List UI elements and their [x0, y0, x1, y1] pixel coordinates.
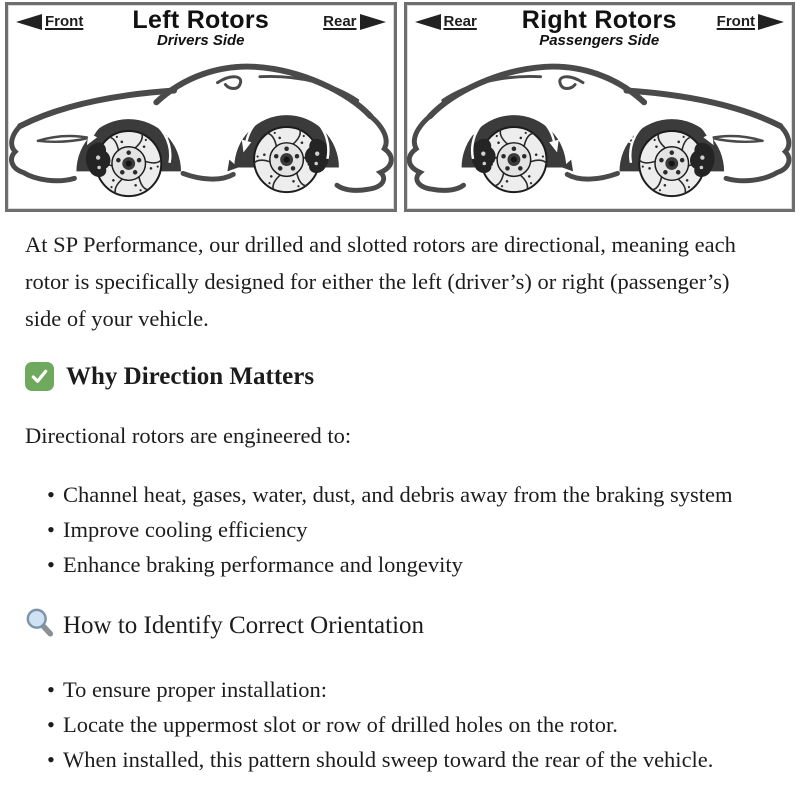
rotation-label: Rotation: [264, 99, 319, 121]
section-heading-identify-orientation: [25, 607, 770, 645]
section-heading-why-direction-matters: [25, 362, 770, 391]
list-item: • Improve cooling efficiency: [47, 512, 770, 547]
left-rotors-panel: [5, 2, 397, 212]
panel-subtitle: Drivers Side: [156, 32, 245, 49]
section-lead: Directional rotors are engineered to:: [25, 423, 352, 448]
heading-text: How to Identify Correct Orientation: [63, 612, 425, 639]
direction-text: Rear: [443, 13, 477, 30]
left-car-illustration: [8, 53, 394, 203]
direction-text: Front: [45, 13, 84, 30]
list-item: • When installed, this pattern should sweep toward the rear of the vehicle.: [47, 742, 770, 777]
list-item: • Enhance braking performance and longevity: [47, 547, 770, 582]
left-panel-header: [8, 5, 394, 53]
right-car-illustration: [407, 53, 793, 203]
list-item: • To ensure proper installation:: [47, 672, 770, 707]
car-silhouette-mirrored: [409, 67, 789, 196]
panel-subtitle: Passengers Side: [539, 32, 660, 49]
heading-text: Why Direction Matters: [66, 362, 315, 390]
magnifying-glass-icon: [25, 607, 55, 645]
benefits-list: [25, 477, 770, 582]
rotation-label: Rotation: [622, 105, 666, 146]
article-body: [0, 226, 800, 777]
arrow-right-icon: [360, 14, 386, 30]
car-silhouette: [12, 67, 392, 196]
list-item: • Channel heat, gases, water, dust, and debris away from the braking system: [47, 477, 770, 512]
rotor-direction-diagram: [0, 0, 800, 212]
direction-text: Front: [716, 13, 755, 30]
right-rotors-panel: [404, 2, 796, 212]
right-panel-header: [407, 5, 793, 53]
panel-title: Right Rotors: [521, 6, 677, 34]
rear-direction-label: [323, 13, 385, 30]
arrow-right-icon: [758, 14, 784, 30]
list-item: • Locate the uppermost slot or row of drilled holes on the rotor.: [47, 707, 770, 742]
rotation-label: Rotation: [129, 104, 176, 141]
intro-paragraph: At SP Performance, our drilled and slotted rotors are directional, meaning each rotor is specifically designed for either the left (driver’s) or right (passenger’s) side of your vehicle.: [25, 232, 736, 331]
panel-title: Left Rotors: [132, 6, 270, 34]
orientation-steps-list: [25, 672, 770, 777]
front-direction-label: [717, 13, 784, 30]
direction-text: Rear: [323, 13, 357, 30]
green-check-icon: [25, 362, 54, 391]
rotation-label: Rotation: [465, 99, 512, 138]
